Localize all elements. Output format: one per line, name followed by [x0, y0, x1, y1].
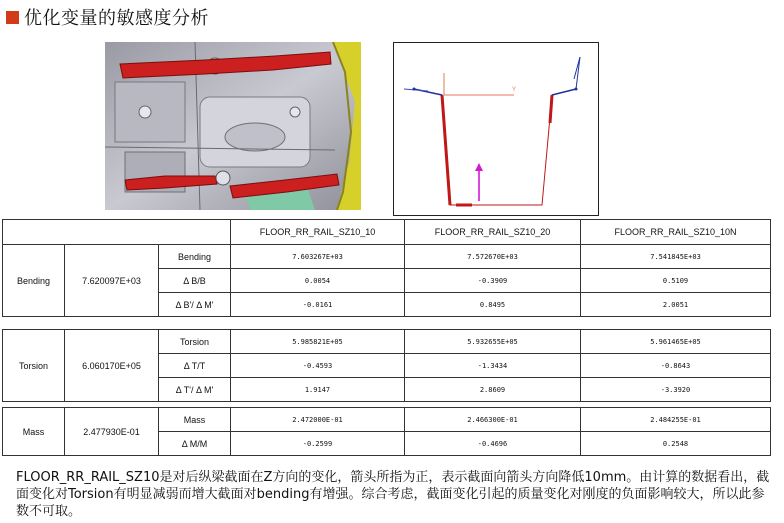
group-label-bending: Bending	[3, 245, 65, 317]
table-cell: 2.472000E-01	[231, 408, 405, 432]
table-cell: -3.3920	[581, 378, 771, 402]
table-cell: -0.3909	[405, 269, 581, 293]
mass-table	[2, 407, 771, 456]
table-cell: -0.4696	[405, 432, 581, 456]
table-cell: 0.2548	[581, 432, 771, 456]
floor-model-graphic	[105, 42, 361, 210]
group-base-torsion: 6.060170E+05	[65, 330, 159, 402]
group-label-torsion: Torsion	[3, 330, 65, 402]
row-label: Δ B'/ Δ M'	[159, 293, 231, 317]
table-cell: 1.9147	[231, 378, 405, 402]
table-corner-cell	[3, 220, 231, 245]
torsion-table	[2, 329, 771, 402]
row-label: Δ M/M	[159, 432, 231, 456]
floor-model-image	[105, 42, 361, 210]
row-label: Mass	[159, 408, 231, 432]
diagram-axis-label: Y	[512, 87, 517, 93]
table-cell: 0.8495	[405, 293, 581, 317]
group-base-mass: 2.477930E-01	[65, 408, 159, 456]
group-base-bending: 7.620097E+03	[65, 245, 159, 317]
table-cell: 2.0051	[581, 293, 771, 317]
table-cell: 0.5109	[581, 269, 771, 293]
table-cell: 2.484255E-01	[581, 408, 771, 432]
table-cell: -1.3434	[405, 354, 581, 378]
row-label: Bending	[159, 245, 231, 269]
table-cell: 7.572670E+03	[405, 245, 581, 269]
title-bullet-square	[6, 11, 19, 24]
table-cell: 2.466300E-01	[405, 408, 581, 432]
slide-title-bar	[6, 6, 209, 28]
table-cell: 7.603267E+03	[231, 245, 405, 269]
row-label: Δ T'/ Δ M'	[159, 378, 231, 402]
column-header-sz10-20: FLOOR_RR_RAIL_SZ10_20	[405, 220, 581, 245]
row-label: Δ B/B	[159, 269, 231, 293]
table-cell: 5.985821E+05	[231, 330, 405, 354]
table-cell: 0.0054	[231, 269, 405, 293]
row-label: Δ T/T	[159, 354, 231, 378]
cross-section-diagram	[393, 42, 599, 216]
table-cell: -0.8643	[581, 354, 771, 378]
column-header-sz10-10n: FLOOR_RR_RAIL_SZ10_10N	[581, 220, 771, 245]
table-cell: -0.4593	[231, 354, 405, 378]
table-cell: 7.541845E+03	[581, 245, 771, 269]
table-cell: 2.8609	[405, 378, 581, 402]
cross-section-graphic	[394, 43, 598, 215]
table-cell: -0.0161	[231, 293, 405, 317]
row-label: Torsion	[159, 330, 231, 354]
slide-title: 优化变量的敏感度分析	[24, 8, 209, 29]
table-cell: 5.961465E+05	[581, 330, 771, 354]
column-header-sz10-10: FLOOR_RR_RAIL_SZ10_10	[231, 220, 405, 245]
table-cell: -0.2599	[231, 432, 405, 456]
table-cell: 5.932655E+05	[405, 330, 581, 354]
analysis-description: FLOOR_RR_RAIL_SZ10是对后纵梁截面在Z方向的变化，箭头所指为正，表示截面向箭头方向降低10mm。由计算的数据看出，截面变化对Torsion有明显减弱而增大截面对bending有增强。综合考虑，截面变化引起的质量变化对刚度的负面影响较大，所以此参数不可取。	[16, 470, 770, 519]
group-label-mass: Mass	[3, 408, 65, 456]
bending-table	[2, 219, 771, 317]
